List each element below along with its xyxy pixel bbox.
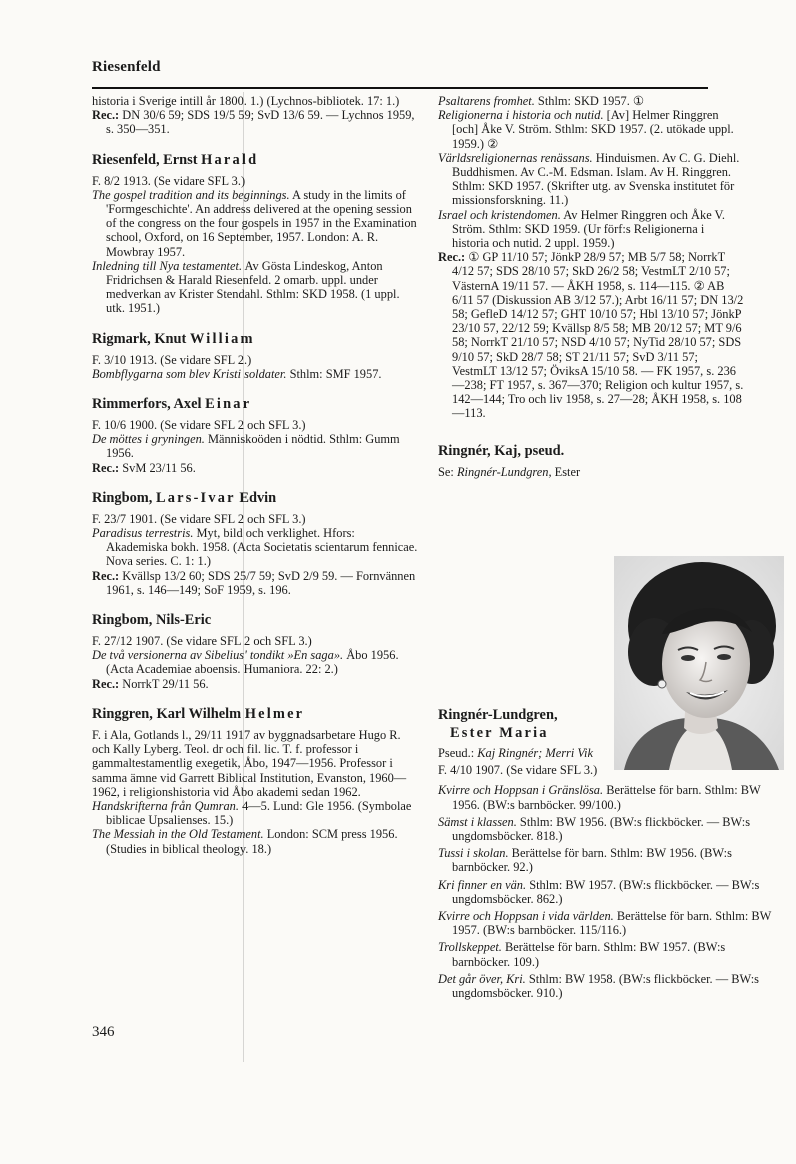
work-title: Handskrifterna från Qumran. xyxy=(92,798,239,813)
work-title: Trollskeppet. xyxy=(438,940,502,955)
entry-birth: F. 23/7 1901. (Se vidare SFL 2 och SFL 3.) xyxy=(92,511,306,526)
pseudonyms-line xyxy=(438,746,784,760)
work-item xyxy=(92,432,418,460)
work-title: The Messiah in the Old Testament. xyxy=(92,827,264,842)
entry-name-spaced: William xyxy=(189,330,255,347)
rec-text: DN 30/6 59; SDS 19/5 59; SvD 13/6 59. — Lychnos 1959, s. 350—351. xyxy=(106,108,415,137)
entry-name-spaced: Ester Maria xyxy=(450,725,549,741)
work-title: Kri finner en vän. xyxy=(438,877,527,892)
work-title: Kvirre och Hoppsan i vida världen. xyxy=(438,909,614,924)
work-title: Sämst i klassen. xyxy=(438,814,517,829)
entry-heading-ringbom-nils xyxy=(92,612,418,629)
entry-name: Ringbom, xyxy=(92,489,156,506)
work-item xyxy=(438,972,784,1000)
entry-heading-ringbom-lars xyxy=(92,490,418,507)
work-title: Inledning till Nya testamentet. xyxy=(92,258,243,273)
right-column xyxy=(438,94,744,479)
work-item xyxy=(92,188,418,259)
entry-name: Ringnér-Lundgren, xyxy=(438,707,558,723)
entry-name-end: Edvin xyxy=(235,489,277,506)
see-reference xyxy=(438,465,744,479)
work-details: Sthlm: BW 1958. (BW:s flickböcker. — BW:s ungdomsböcker. 910.) xyxy=(452,971,759,1001)
work-title: Det går över, Kri. xyxy=(438,971,526,986)
work-details: Myt, bild och verklighet. Hfors: Akademiska bokh. 1958. (Acta Societatis scientarum fennicae. Nova series. C. 1: 1.) xyxy=(106,526,418,569)
page-header-title: Riesenfeld xyxy=(92,59,161,75)
entry-birth: F. 27/12 1907. (Se vidare SFL 2 och SFL 3.) xyxy=(92,634,312,649)
work-details: [Av] Helmer Ringgren [och] Åke V. Ström. Sthlm: SKD 1957. (2. utökade uppl. 1959.) ② xyxy=(452,108,734,151)
work-item xyxy=(438,208,744,251)
work-details: Av Helmer Ringgren och Åke V. Ström. Sthlm: SKD 1959. (Ur förf:s Religionerna i historia och nutid. 2 uppl. 1959.) xyxy=(452,207,726,251)
entry-name-spaced: Lars-Ivar xyxy=(155,489,236,506)
work-details: Sthlm: SKD 1957. ① xyxy=(534,94,645,108)
left-column xyxy=(92,94,418,856)
work-details: A study in the limits of 'Formgeschichte'. An address delivered at the opening session of the congress on the four gospels in 1957 in the Examination school, Oxford, on 16 September, 1957. London: A. R. Mowbray 1957. xyxy=(106,187,417,259)
work-title: Paradisus terrestris. xyxy=(92,526,194,541)
work-title: The gospel tradition and its beginnings. xyxy=(92,187,290,202)
pseud-names: Kaj Ringnér; Merri Vik xyxy=(477,746,593,760)
review-line xyxy=(92,569,418,597)
work-details: Sthlm: BW 1956. (BW:s flickböcker. — BW:s ungdomsböcker. 818.) xyxy=(452,814,751,844)
work-item xyxy=(92,259,418,316)
ringner-lundgren-body xyxy=(438,746,784,1003)
work-details: Berättelse för barn. Sthlm: BW 1957. (BW:s barnböcker. 115/116.) xyxy=(452,909,772,938)
header-rule xyxy=(92,87,708,89)
entry-heading-riesenfeld xyxy=(92,152,418,169)
rec-text: SvM 23/11 56. xyxy=(119,460,196,475)
work-title: Tussi i skolan. xyxy=(438,846,509,861)
continuation-text: historia i Sverige intill år 1800. 1.) (Lychnos-bibliotek. 17: 1.) xyxy=(92,94,400,108)
entry-continuation xyxy=(92,94,418,108)
work-item xyxy=(92,799,418,827)
work-title: Kvirre och Hoppsan i Gränslösa. xyxy=(438,783,604,798)
pseud-label: Pseud.: xyxy=(438,746,478,760)
entry-name: Ringbom, Nils-Eric xyxy=(92,612,212,629)
work-item xyxy=(438,846,784,874)
entry-heading-rigmark xyxy=(92,331,418,348)
rec-text: Kvällsp 13/2 60; SDS 25/7 59; SvD 2/9 59. — Fornvännen 1961, s. 146—149; SoF 1959, s. 196. xyxy=(106,568,416,597)
rec-text: NorrkT 29/11 56. xyxy=(119,676,209,691)
entry-heading-ringner-lundgren xyxy=(438,706,608,742)
entry-birth: F. 4/10 1907. (Se vidare SFL 3.) xyxy=(438,763,598,778)
work-item xyxy=(438,108,744,151)
work-title: Bombflygarna som blev Kristi soldater. xyxy=(92,366,287,381)
work-item xyxy=(438,783,784,811)
work-item xyxy=(92,367,418,381)
work-details: Människoöden i nödtid. Sthlm: Gumm 1956. xyxy=(106,432,400,461)
entry-heading-ringner-pseud xyxy=(438,443,744,460)
work-item xyxy=(438,878,784,906)
portrait-photo xyxy=(614,556,784,770)
work-title: Psaltarens fromhet. xyxy=(438,94,535,108)
work-title: De två versionerna av Sibelius' tondikt »En saga». xyxy=(92,648,344,663)
work-title: Världsreligionernas renässans. xyxy=(438,150,593,165)
review-line xyxy=(92,108,418,136)
review-line xyxy=(92,461,418,475)
see-rest: Ester xyxy=(551,464,581,479)
review-line xyxy=(438,250,744,420)
work-item xyxy=(92,827,418,855)
see-target: Ringnér-Lundgren, xyxy=(456,464,552,479)
entry-heading-rimmerfors xyxy=(92,396,418,413)
work-title: Israel och kristendomen. xyxy=(438,207,561,222)
entry-name-spaced: Helmer xyxy=(244,705,305,722)
work-details: Berättelse för barn. Sthlm: BW 1957. (BW:s barnböcker. 109.) xyxy=(452,940,726,969)
work-title: Religionerna i historia och nutid. xyxy=(438,108,604,123)
work-item xyxy=(438,940,784,968)
work-details: Berättelse för barn. Sthlm: BW 1956. (BW:s barnböcker. 99/100.) xyxy=(452,783,761,812)
page-number: 346 xyxy=(92,1024,115,1040)
work-title: De möttes i gryningen. xyxy=(92,432,205,447)
work-details: Åbo 1956. (Acta Academiae aboensis. Humaniora. 22: 2.) xyxy=(106,648,399,677)
work-details: London: SCM press 1956. (Studies in biblical theology. 18.) xyxy=(106,827,398,856)
entry-birth: F. 10/6 1900. (Se vidare SFL 2 och SFL 3.) xyxy=(92,418,306,433)
work-details: Sthlm: SMF 1957. xyxy=(286,366,382,381)
entry-name-spaced: Einar xyxy=(205,396,252,413)
entry-name: Ringgren, Karl Wilhelm xyxy=(92,705,245,722)
work-details: Berättelse för barn. Sthlm: BW 1956. (BW:s barnböcker. 92.) xyxy=(452,846,732,875)
entry-birth: F. i Ala, Gotlands l., 29/11 1917 av byggnadsarbetare Hugo R. och Kally Lyberg. Teol. dr och fil. lic. T. f. professor i gammaltestamentlig exegetik, Åbo, 1947—1956. Professor i samma ämne vid Garrett Biblical Institution, Evanston, 1960—1962, i religionshistoria vid Åbo akademi sedan 1962. xyxy=(92,727,407,799)
entry-name: Rigmark, Knut xyxy=(92,330,190,347)
work-details: Hinduismen. Av C. G. Diehl. Buddhismen. Av C.-M. Edsman. Islam. Av H. Ringgren. Sthlm: SKD 1957. (Skrifter utg. av Svenska institutet för missionsforskning. 11.) xyxy=(452,150,740,208)
rec-text: ① GP 11/10 57; JönkP 28/9 57; MB 5/7 58; NorrkT 4/12 57; SDS 28/10 57; SkD 26/2 58; VestmLT 2/10 57; VästernA 19/11 57. — ÅKH 1958, s. 114—115. ② AB 6/11 57 (Diskussion AB 3/12 57.); Arbt 16/11 57; DN 13/2 58; GefleD 14/12 57; GHT 10/10 57; Hbl 13/10 57; JönkP 23/10 57, 22/12 59; Kvällsp 8/5 58; MB 20/12 57; MT 9/6 58; NorrkT 21/10 57; NSD 4/10 57; NyTid 28/10 57; SDS 9/10 57; SkD 28/7 58; ST 21/11 57; SvD 3/11 57; VestmLT 13/12 57; ÖviksA 15/10 58. — FK 1957, s. 236—238; FT 1957, s. 367—370; Religion och kultur 1957, s. 142—144; Tro och liv 1958, s. 27—28; ÅKH 1958, s. 108—113. xyxy=(452,250,744,421)
work-details: 4—5. Lund: Gle 1956. (Symbolae biblicae Upsalienses. 15.) xyxy=(106,798,412,828)
entry-name: Rimmerfors, Axel xyxy=(92,396,206,413)
entry-name: Riesenfeld, Ernst xyxy=(92,151,202,168)
work-item xyxy=(438,151,744,208)
work-details: Sthlm: BW 1957. (BW:s flickböcker. — BW:s ungdomsböcker. 862.) xyxy=(452,877,760,906)
rec-label: Rec.: xyxy=(438,250,466,265)
work-item xyxy=(438,94,744,108)
work-item xyxy=(92,526,418,569)
work-details: Av Gösta Lindeskog, Anton Fridrichsen & Harald Riesenfeld. 2 omarb. uppl. under medverkan av Krister Stendahl. Sthlm: SKD 1958. (1 uppl. utk. 1951.) xyxy=(106,258,400,316)
portrait-photo-icon xyxy=(614,556,784,770)
work-item xyxy=(438,909,784,937)
rec-label: Rec.: xyxy=(92,676,120,691)
see-label: Se: xyxy=(438,464,457,479)
entry-birth: F. 8/2 1913. (Se vidare SFL 3.) xyxy=(92,173,246,188)
rec-label: Rec.: xyxy=(92,460,120,475)
entry-name: Ringnér, Kaj, pseud. xyxy=(438,442,565,459)
entry-heading-ringgren xyxy=(92,706,418,723)
entry-birth: F. 3/10 1913. (Se vidare SFL 2.) xyxy=(92,352,252,367)
review-line xyxy=(92,677,418,691)
rec-label: Rec.: xyxy=(92,568,120,583)
work-item xyxy=(438,815,784,843)
rec-label: Rec.: xyxy=(92,108,120,123)
work-item xyxy=(92,648,418,676)
entry-name-spaced: Harald xyxy=(201,151,259,168)
